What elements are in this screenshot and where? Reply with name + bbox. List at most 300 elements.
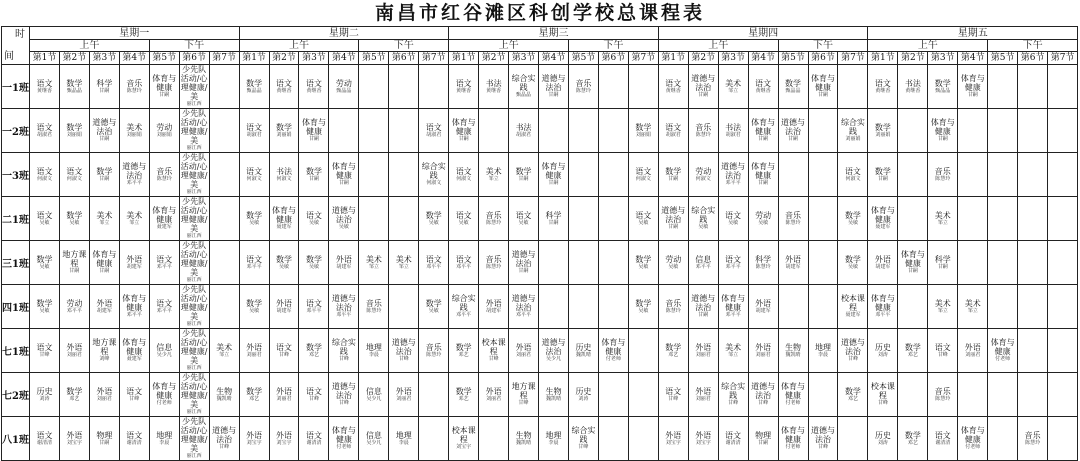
lesson-cell xyxy=(449,373,479,417)
subject-label: 道德与法治 xyxy=(721,162,746,180)
lesson-cell xyxy=(30,329,60,373)
lesson-cell xyxy=(958,65,988,109)
corner-top-label: 时 xyxy=(15,29,25,40)
lesson-cell xyxy=(568,373,598,417)
subject-label: 道德与法治 xyxy=(511,250,536,268)
lesson-cell xyxy=(389,329,419,373)
subject-label: 语文 xyxy=(934,430,951,440)
lesson-cell xyxy=(539,329,569,373)
lesson-cell xyxy=(359,109,389,153)
teacher-label: 刘丽君 xyxy=(96,395,112,402)
period-header-2-1: 第1节 xyxy=(239,52,269,65)
day-header-5: 星期五 xyxy=(868,27,1078,40)
teacher-label: 甘嗣 xyxy=(548,219,559,226)
teacher-label: 甘峰 xyxy=(129,395,140,402)
lesson-cell xyxy=(449,417,479,461)
lesson-content xyxy=(689,241,718,284)
lesson-content xyxy=(539,373,568,416)
subject-label: 体育与健康 xyxy=(601,338,626,356)
subject-label: 劳动 xyxy=(335,78,352,88)
lesson-content xyxy=(719,197,748,240)
subject-label: 数学 xyxy=(276,254,293,264)
subject-label: 外语 xyxy=(96,386,113,396)
lesson-cell xyxy=(59,197,89,241)
lesson-content xyxy=(539,153,568,196)
lesson-content xyxy=(1018,417,1047,460)
lesson-cell xyxy=(509,109,539,153)
lesson-cell xyxy=(59,417,89,461)
teacher-label: 吴敏 xyxy=(668,263,679,270)
subject-label: 语文 xyxy=(126,430,143,440)
subject-label: 体育与健康 xyxy=(92,250,117,268)
lesson-cell xyxy=(359,153,389,197)
subject-label: 书法 xyxy=(515,122,532,132)
lesson-cell xyxy=(269,373,299,417)
lesson-content xyxy=(988,329,1017,372)
lesson-cell xyxy=(59,285,89,329)
teacher-label: 陈慧玲 xyxy=(486,219,502,226)
lesson-cell xyxy=(898,65,928,109)
lesson-cell xyxy=(1018,241,1048,285)
lesson-cell xyxy=(329,417,359,461)
lesson-cell xyxy=(1018,197,1048,241)
subject-label: 语文 xyxy=(635,210,652,220)
subject-label: 外语 xyxy=(755,342,772,352)
teacher-label: 陈慧玲 xyxy=(935,395,951,402)
lesson-cell xyxy=(568,197,598,241)
subject-label: 外语 xyxy=(964,342,981,352)
teacher-label: 丽江西 xyxy=(186,277,202,283)
subject-label: 体育与健康 xyxy=(870,294,895,312)
teacher-label: 刘涛 xyxy=(877,351,888,358)
lesson-cell xyxy=(30,373,60,417)
teacher-label: 甘嗣 xyxy=(518,268,529,274)
lesson-content xyxy=(868,373,897,416)
subject-label: 数学 xyxy=(455,342,472,352)
teacher-label: 甘峰 xyxy=(668,395,679,402)
subject-label: 劳动 xyxy=(156,122,173,132)
subject-label: 外语 xyxy=(126,254,143,264)
subject-label: 科学 xyxy=(934,254,951,264)
lesson-cell xyxy=(209,241,239,285)
lesson-content xyxy=(30,109,59,152)
subject-label: 语文 xyxy=(725,430,742,440)
lesson-cell xyxy=(479,153,509,197)
subject-label: 美术 xyxy=(126,210,143,220)
lesson-cell xyxy=(479,285,509,329)
lesson-cell xyxy=(89,241,119,285)
lesson-content xyxy=(150,285,179,328)
subject-label: 少先队活动/心理健康/美 xyxy=(180,329,208,365)
lesson-content xyxy=(30,373,59,416)
lesson-cell xyxy=(329,197,359,241)
teacher-label: 吴敏 xyxy=(39,219,50,226)
subject-label: 语文 xyxy=(36,166,53,176)
subject-label: 语文 xyxy=(455,210,472,220)
teacher-label: 甘嗣 xyxy=(788,136,799,142)
lesson-content xyxy=(659,153,688,196)
subject-label: 数学 xyxy=(844,210,861,220)
teacher-label: 丽江西 xyxy=(186,101,202,107)
period-header-3-5: 第5节 xyxy=(568,52,598,65)
lesson-cell xyxy=(928,329,958,373)
subject-label: 数学 xyxy=(904,430,921,440)
lesson-cell xyxy=(748,329,778,373)
teacher-label: 刘涛 xyxy=(877,439,888,446)
lesson-content xyxy=(749,197,778,240)
lesson-cell xyxy=(718,417,748,461)
class-row xyxy=(2,417,1078,461)
subject-label: 数学 xyxy=(874,166,891,176)
teacher-label: 甄晶晶 xyxy=(66,87,82,94)
subject-label: 少先队活动/心理健康/美 xyxy=(180,197,208,233)
lesson-content xyxy=(30,65,59,108)
lesson-cell xyxy=(209,197,239,241)
teacher-label: 吴少凡 xyxy=(366,439,382,446)
teacher-label: 邹立 xyxy=(219,351,230,358)
lesson-content xyxy=(120,241,149,284)
lesson-content xyxy=(838,109,867,152)
subject-label: 外语 xyxy=(335,254,352,264)
teacher-label: 刘宝宇 xyxy=(276,439,292,446)
lesson-cell xyxy=(928,241,958,285)
lesson-cell xyxy=(778,197,808,241)
teacher-label: 陈慧玲 xyxy=(665,307,681,314)
lesson-content xyxy=(359,417,388,460)
lesson-cell xyxy=(59,65,89,109)
lesson-cell xyxy=(928,65,958,109)
lesson-cell xyxy=(958,241,988,285)
lesson-cell xyxy=(299,197,329,241)
lesson-content xyxy=(599,329,628,372)
subject-label: 外语 xyxy=(66,342,83,352)
lesson-cell xyxy=(808,65,838,109)
lesson-content xyxy=(509,373,538,416)
lesson-content xyxy=(838,241,867,284)
lesson-content xyxy=(329,329,358,372)
teacher-label: 甘嗣 xyxy=(99,439,110,446)
lesson-cell xyxy=(359,373,389,417)
lesson-content xyxy=(180,285,209,328)
timetable xyxy=(1,26,1078,461)
teacher-label: 甘峰 xyxy=(937,351,948,358)
subject-label: 综合实践 xyxy=(840,118,865,136)
teacher-label: 丽江西 xyxy=(186,233,202,239)
subject-label: 科学 xyxy=(755,254,772,264)
subject-label: 外语 xyxy=(96,298,113,308)
teacher-label: 甘峰 xyxy=(578,444,589,450)
subject-label: 语文 xyxy=(725,254,742,264)
lesson-cell xyxy=(209,417,239,461)
lesson-cell xyxy=(149,285,179,329)
subject-label: 少先队活动/心理健康/美 xyxy=(180,285,208,321)
subject-label: 地方课程 xyxy=(511,382,536,400)
lesson-content xyxy=(210,373,239,416)
lesson-cell xyxy=(598,65,628,109)
lesson-content xyxy=(928,417,957,460)
lesson-cell xyxy=(59,153,89,197)
subject-label: 体育与健康 xyxy=(451,118,476,136)
lesson-content xyxy=(479,241,508,284)
subject-label: 道德与法治 xyxy=(691,294,716,312)
period-header-4-3: 第3节 xyxy=(718,52,748,65)
lesson-content xyxy=(689,65,718,108)
lesson-content xyxy=(210,417,239,460)
lesson-cell xyxy=(778,285,808,329)
teacher-label: 甘峰 xyxy=(728,400,739,406)
teacher-label: 李晨 xyxy=(817,351,828,358)
lesson-content xyxy=(150,417,179,460)
subject-label: 数学 xyxy=(246,210,263,220)
teacher-label: 魏凯晴 xyxy=(216,395,232,402)
subject-label: 体育与健康 xyxy=(930,118,955,136)
teacher-label: 甘嗣 xyxy=(698,312,709,318)
class-name-cell: 一3班 xyxy=(2,153,30,197)
teacher-label: 甘嗣 xyxy=(668,224,679,230)
lesson-content xyxy=(180,109,209,152)
teacher-label: 吴敏 xyxy=(758,219,769,226)
period-header-3-7: 第7节 xyxy=(628,52,658,65)
lesson-cell xyxy=(568,109,598,153)
period-header-2-5: 第5节 xyxy=(359,52,389,65)
class-name-cell: 七1班 xyxy=(2,329,30,373)
subject-label: 语文 xyxy=(425,254,442,264)
lesson-cell xyxy=(179,285,209,329)
lesson-content xyxy=(359,285,388,328)
period-header-3-4: 第4节 xyxy=(539,52,569,65)
lesson-cell xyxy=(509,241,539,285)
teacher-label: 胡淑君 xyxy=(246,131,262,138)
lesson-content xyxy=(868,65,897,108)
lesson-content xyxy=(569,65,598,108)
subject-label: 道德与法治 xyxy=(511,294,536,312)
lesson-cell xyxy=(928,197,958,241)
lesson-cell xyxy=(419,285,449,329)
lesson-content xyxy=(30,197,59,240)
subject-label: 体育与健康 xyxy=(152,382,177,400)
subject-label: 体育与健康 xyxy=(272,206,297,224)
lesson-cell xyxy=(89,153,119,197)
lesson-content xyxy=(90,65,119,108)
lesson-content xyxy=(779,373,808,416)
subject-label: 数学 xyxy=(36,298,53,308)
lesson-cell xyxy=(958,109,988,153)
lesson-content xyxy=(120,109,149,152)
lesson-content xyxy=(868,329,897,372)
lesson-content xyxy=(120,373,149,416)
lesson-cell xyxy=(59,373,89,417)
lesson-content xyxy=(60,241,89,284)
lesson-content xyxy=(779,241,808,284)
teacher-label: 付老师 xyxy=(785,444,801,450)
subject-label: 数学 xyxy=(276,122,293,132)
lesson-cell xyxy=(688,285,718,329)
lesson-cell xyxy=(748,197,778,241)
lesson-content xyxy=(569,329,598,372)
lesson-cell xyxy=(59,329,89,373)
period-header-5-3: 第3节 xyxy=(928,52,958,65)
subject-label: 外语 xyxy=(665,430,682,440)
lesson-cell xyxy=(329,373,359,417)
teacher-label: 邹立 xyxy=(937,307,948,314)
lesson-cell xyxy=(568,285,598,329)
teacher-label: 甘嗣 xyxy=(548,92,559,98)
lesson-content xyxy=(389,329,418,372)
lesson-cell xyxy=(628,241,658,285)
lesson-content xyxy=(719,65,748,108)
subject-label: 外语 xyxy=(246,430,263,440)
teacher-label: 陈慧玲 xyxy=(695,131,711,138)
teacher-label: 吴敏 xyxy=(638,263,649,270)
lesson-content xyxy=(60,417,89,460)
teacher-label: 甘峰 xyxy=(758,400,769,406)
lesson-cell xyxy=(688,417,718,461)
lesson-content xyxy=(809,329,838,372)
lesson-content xyxy=(270,241,299,284)
lesson-content xyxy=(449,417,478,460)
lesson-cell xyxy=(988,417,1018,461)
teacher-label: 吴敏 xyxy=(847,219,858,226)
lesson-content xyxy=(299,109,328,152)
day-header-4: 星期四 xyxy=(658,27,868,40)
lesson-content xyxy=(240,329,269,372)
teacher-label: 甘峰 xyxy=(398,356,409,362)
teacher-label: 李晨 xyxy=(398,439,409,446)
period-header-3-6: 第6节 xyxy=(598,52,628,65)
lesson-content xyxy=(90,417,119,460)
lesson-cell xyxy=(449,329,479,373)
subject-label: 体育与健康 xyxy=(751,118,776,136)
lesson-cell xyxy=(239,109,269,153)
period-header-1-2: 第2节 xyxy=(59,52,89,65)
subject-label: 劳动 xyxy=(695,166,712,176)
lesson-cell xyxy=(658,285,688,329)
lesson-cell xyxy=(239,417,269,461)
teacher-label: 刘宝宇 xyxy=(665,439,681,446)
subject-label: 生物 xyxy=(515,430,532,440)
lesson-content xyxy=(389,417,418,460)
corner-bottom-label: 间 xyxy=(4,51,14,62)
lesson-cell xyxy=(89,109,119,153)
lesson-cell xyxy=(688,241,718,285)
lesson-cell xyxy=(299,109,329,153)
subject-label: 语文 xyxy=(126,386,143,396)
teacher-label: 甘嗣 xyxy=(99,268,110,274)
teacher-label: 谢清清 xyxy=(306,439,322,446)
subject-label: 校本课程 xyxy=(870,382,895,400)
subject-label: 少先队活动/心理健康/美 xyxy=(180,109,208,145)
lesson-content xyxy=(419,197,448,240)
teacher-label: 丽江西 xyxy=(186,321,202,327)
lesson-content xyxy=(270,417,299,460)
lesson-content xyxy=(928,109,957,152)
lesson-cell xyxy=(748,109,778,153)
lesson-cell xyxy=(179,65,209,109)
teacher-label: 丽江西 xyxy=(186,145,202,151)
lesson-cell xyxy=(149,373,179,417)
subject-label: 语文 xyxy=(934,342,951,352)
lesson-cell xyxy=(898,417,928,461)
subject-label: 音乐 xyxy=(934,386,951,396)
subject-label: 道德与法治 xyxy=(212,426,237,444)
class-name-cell: 一1班 xyxy=(2,65,30,109)
teacher-label: 丽江西 xyxy=(186,409,202,415)
subject-label: 信息 xyxy=(695,254,712,264)
lesson-content xyxy=(659,65,688,108)
teacher-label: 刘丽娟 xyxy=(156,131,172,138)
subject-label: 语文 xyxy=(305,210,322,220)
subject-label: 地理 xyxy=(545,430,562,440)
lesson-content xyxy=(868,197,897,240)
lesson-cell xyxy=(329,241,359,285)
lesson-content xyxy=(120,153,149,196)
subject-label: 生物 xyxy=(545,386,562,396)
subject-label: 语文 xyxy=(844,166,861,176)
lesson-content xyxy=(449,109,478,152)
teacher-label: 邓艺 xyxy=(249,395,260,402)
lesson-cell xyxy=(119,65,149,109)
teacher-label: 谢清清 xyxy=(935,439,951,446)
lesson-cell xyxy=(119,197,149,241)
class-name-cell: 三1班 xyxy=(2,241,30,285)
teacher-label: 陈慧玲 xyxy=(426,351,442,358)
lesson-cell xyxy=(179,153,209,197)
teacher-label: 付老师 xyxy=(156,400,172,406)
teacher-label: 何淑文 xyxy=(276,175,292,182)
class-row xyxy=(2,153,1078,197)
lesson-content xyxy=(509,197,538,240)
lesson-cell xyxy=(479,373,509,417)
subject-label: 地理 xyxy=(365,342,382,352)
teacher-label: 邓平平 xyxy=(725,263,741,270)
teacher-label: 邓平平 xyxy=(695,263,711,270)
teacher-label: 吴敏 xyxy=(308,219,319,226)
lesson-content xyxy=(240,109,269,152)
teacher-label: 甘峰 xyxy=(308,395,319,402)
teacher-label: 甘峰 xyxy=(817,444,828,450)
subject-label: 道德与法治 xyxy=(781,118,806,136)
period-header-2-6: 第6节 xyxy=(389,52,419,65)
lesson-cell xyxy=(868,197,898,241)
period-header-4-6: 第6节 xyxy=(808,52,838,65)
lesson-cell xyxy=(359,65,389,109)
lesson-content xyxy=(719,241,748,284)
teacher-label: 刘宝宇 xyxy=(695,439,711,446)
subject-label: 语文 xyxy=(156,254,173,264)
lesson-content xyxy=(359,329,388,372)
subject-label: 道德与法治 xyxy=(840,338,865,356)
teacher-label: 甄晶晶 xyxy=(246,87,262,94)
lesson-content xyxy=(449,329,478,372)
subject-label: 道德与法治 xyxy=(751,382,776,400)
lesson-content xyxy=(868,241,897,284)
lesson-cell xyxy=(658,197,688,241)
subject-label: 语文 xyxy=(305,78,322,88)
lesson-cell xyxy=(778,241,808,285)
lesson-cell xyxy=(808,153,838,197)
subject-label: 音乐 xyxy=(575,78,592,88)
lesson-content xyxy=(928,329,957,372)
lesson-content xyxy=(270,197,299,240)
lesson-cell xyxy=(778,109,808,153)
teacher-label: 何淑文 xyxy=(845,175,861,182)
teacher-label: 吴敏 xyxy=(638,219,649,226)
subject-label: 劳动 xyxy=(755,210,772,220)
lesson-cell xyxy=(299,241,329,285)
subject-label: 体育与健康 xyxy=(331,426,356,444)
subject-label: 地理 xyxy=(156,430,173,440)
lesson-cell xyxy=(658,417,688,461)
